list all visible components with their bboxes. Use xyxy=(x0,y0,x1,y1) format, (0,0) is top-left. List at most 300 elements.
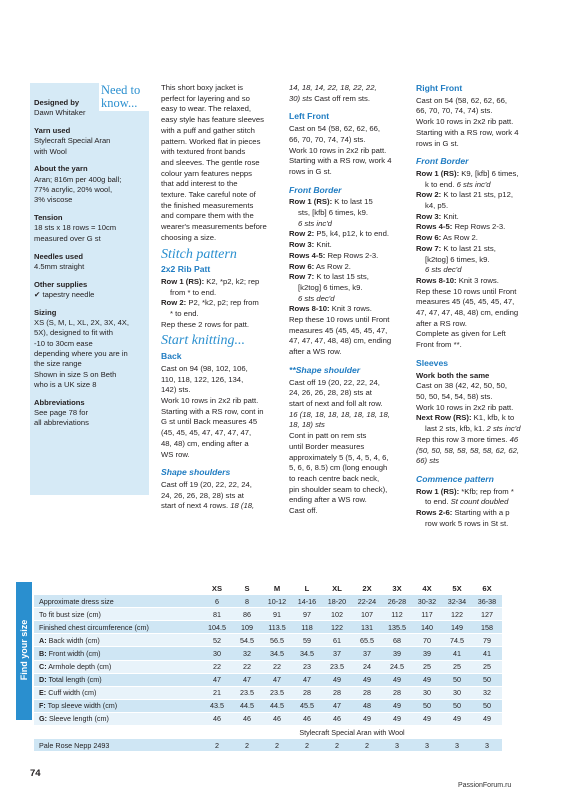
rib-row-1: Row 1 (RS): K2, *p2, k2; rep xyxy=(161,276,260,286)
table-cell: 135.5 xyxy=(382,621,412,634)
rib-row-2-cont: * to end. xyxy=(170,309,199,319)
table-cell: 81 xyxy=(202,608,232,621)
sidebar-text xyxy=(34,408,147,429)
stitch-pattern-heading: Stitch pattern xyxy=(161,246,237,262)
table-cell: 49 xyxy=(442,712,472,725)
size-table xyxy=(34,582,502,752)
row-label: A: Back width (cm) xyxy=(34,634,202,647)
table-cell: 26-28 xyxy=(382,595,412,608)
text-line: Work 10 rows in 2x2 rib patt. xyxy=(289,145,387,155)
size-header: XS xyxy=(202,582,232,595)
sidebar-text xyxy=(34,290,147,300)
sidebar-line: all abbreviations xyxy=(34,418,89,428)
right-front-instructions xyxy=(416,96,542,150)
table-cell: 23.5 xyxy=(322,660,352,673)
table-row xyxy=(34,699,502,712)
start-knitting-heading: Start knitting... xyxy=(161,333,245,349)
sleeves-instructions xyxy=(416,381,542,413)
table-cell: 46 xyxy=(232,712,262,725)
yarn-caption: Stylecraft Special Aran with Wool xyxy=(202,726,502,739)
table-cell: 68 xyxy=(382,634,412,647)
text-line: G st until Back measures 45 xyxy=(161,417,258,427)
commence-rows-2-6: Rows 2-6: Starting with a p xyxy=(416,508,510,518)
sidebar-heading: Designed by xyxy=(34,98,80,107)
left-front-instructions xyxy=(289,124,411,178)
border-row-1: Row 1 (RS): K9, [kfb] 6 times, xyxy=(416,168,519,178)
sidebar-content xyxy=(34,98,147,436)
text-line: measures 45 (45, 45, 45, 47, xyxy=(289,325,388,335)
sidebar-text xyxy=(34,175,147,206)
sidebar-line: Shown in size S on Beth xyxy=(34,369,117,379)
text-line: to reach centre back neck, xyxy=(289,473,380,483)
table-cell: 149 xyxy=(442,621,472,634)
table-cell: 104.5 xyxy=(202,621,232,634)
table-cell: 28 xyxy=(322,686,352,699)
table-cell: 43.5 xyxy=(202,699,232,712)
text-line: and sleeves. The gentle rose xyxy=(161,157,260,167)
border-row-1-cont: k to end. 6 sts inc'd xyxy=(425,179,491,189)
table-cell: 49 xyxy=(382,699,412,712)
text-line: 18, 18) sts xyxy=(289,420,325,430)
size-header: 2X xyxy=(352,582,382,595)
table-cell: 140 xyxy=(412,621,442,634)
table-cell: 49 xyxy=(382,673,412,686)
intro-paragraph xyxy=(161,83,283,244)
table-cell: 70 xyxy=(412,634,442,647)
row-label: B: Front width (cm) xyxy=(34,647,202,660)
text-line: 47, 47, 47, 48, 48) cm, ending xyxy=(289,336,392,346)
border-row-7: Row 7: K to last 21 sts, xyxy=(416,243,496,253)
left-front-heading: Left Front xyxy=(289,111,330,122)
table-cell: 2 xyxy=(322,739,352,752)
border-row-7-count: 6 sts dec'd xyxy=(425,265,462,275)
border-row-1-count: 6 sts inc'd xyxy=(298,218,332,228)
continued-text: 14, 18, 14, 22, 18, 22, 22, xyxy=(289,83,377,92)
table-cell: 23.5 xyxy=(232,686,262,699)
sidebar-line: -10 to 30cm ease xyxy=(34,338,93,348)
table-cell: 3 xyxy=(442,739,472,752)
table-cell: 49 xyxy=(322,673,352,686)
text-line: Cast on 38 (42, 42, 50, 50, xyxy=(416,381,508,391)
table-cell: 46 xyxy=(322,712,352,725)
table-cell: 37 xyxy=(352,647,382,660)
border-row-2-cont: k4, p5. xyxy=(425,201,449,211)
yarn-row xyxy=(34,739,502,752)
text-line: WS row. xyxy=(161,449,190,459)
table-cell: 2 xyxy=(232,739,262,752)
table-cell: 56.5 xyxy=(262,634,292,647)
table-cell: 86 xyxy=(232,608,262,621)
table-cell: 49 xyxy=(412,712,442,725)
text-line: 24, 26, 26, 28, 28) sts at xyxy=(161,490,244,500)
table-cell: 109 xyxy=(232,621,262,634)
sleeves-subheading: Work both the same xyxy=(416,370,490,380)
size-header: M xyxy=(262,582,292,595)
badge-line: know... xyxy=(101,96,138,110)
table-row xyxy=(34,608,502,621)
border-repeat xyxy=(289,315,411,358)
row-label: E: Cuff width (cm) xyxy=(34,686,202,699)
table-row xyxy=(34,621,502,634)
text-line: texture. Take careful note of xyxy=(161,190,256,200)
sidebar-line: the size range xyxy=(34,359,82,369)
border-rows-4-5: Rows 4-5: Rep Rows 2-3. xyxy=(289,250,379,260)
table-cell: 47 xyxy=(262,673,292,686)
text-line: pattern. Worked flat in pieces xyxy=(161,136,261,146)
table-cell: 44.5 xyxy=(262,699,292,712)
table-cell: 61 xyxy=(322,634,352,647)
border-row-7-count: 6 sts dec'd xyxy=(298,293,335,303)
front-border-heading: Front Border xyxy=(416,156,469,167)
text-line: 50, 50, 54, 54, 58) sts. xyxy=(416,391,493,401)
table-cell: 47 xyxy=(232,673,262,686)
text-line: 142) sts. xyxy=(161,385,191,395)
table-cell: 34.5 xyxy=(262,647,292,660)
shape-shoulders-instructions xyxy=(161,480,283,512)
text-line: with textured front bands xyxy=(161,147,246,157)
sidebar-line: 3% viscose xyxy=(34,195,73,205)
table-cell: 28 xyxy=(352,686,382,699)
text-line: Cont in patt on rem sts xyxy=(289,431,367,441)
sidebar-line: with Wool xyxy=(34,146,67,156)
text-line: Rep these 10 rows until Front xyxy=(289,315,390,325)
table-cell: 127 xyxy=(472,608,502,621)
text-line: pin shoulder seam to check), xyxy=(289,484,388,494)
table-cell: 122 xyxy=(322,621,352,634)
rib-row-2: Row 2: P2, *k2, p2; rep from xyxy=(161,298,259,308)
table-cell: 24.5 xyxy=(382,660,412,673)
size-header: XL xyxy=(322,582,352,595)
table-cell: 18-20 xyxy=(322,595,352,608)
row-label: To fit bust size (cm) xyxy=(34,608,202,621)
text-line: after a WS row. xyxy=(289,347,342,357)
table-cell: 6 xyxy=(202,595,232,608)
text-line: Starting with a RS row, work 4 xyxy=(289,156,392,166)
table-cell: 32-34 xyxy=(442,595,472,608)
watermark: PassionForum.ru xyxy=(458,782,512,789)
text-line: after a RS row. xyxy=(416,318,467,328)
row-label: Pale Rose Nepp 2493 xyxy=(34,739,202,752)
table-cell: 46 xyxy=(262,712,292,725)
size-header: 4X xyxy=(412,582,442,595)
table-cell: 22 xyxy=(202,660,232,673)
border-row-3: Row 3: Knit. xyxy=(289,240,332,250)
table-cell: 52 xyxy=(202,634,232,647)
sidebar-heading: Other supplies xyxy=(34,279,88,289)
table-cell: 10-12 xyxy=(262,595,292,608)
row-label: G: Sleeve length (cm) xyxy=(34,712,202,725)
table-row xyxy=(34,595,502,608)
border-row-3: Row 3: Knit. xyxy=(416,211,459,221)
text-line: start of next and foll alt row. xyxy=(289,398,383,408)
size-header: 3X xyxy=(382,582,412,595)
row-label: D: Total length (cm) xyxy=(34,673,202,686)
table-cell: 50 xyxy=(442,699,472,712)
sidebar-line: measured over G st xyxy=(34,233,101,243)
table-cell: 49 xyxy=(352,712,382,725)
text-line: Cast on 94 (98, 102, 106, xyxy=(161,363,248,373)
next-row-cont: last 2 sts, kfb, k1. 2 sts inc'd xyxy=(425,424,521,434)
sidebar-heading: Yarn used xyxy=(34,126,71,136)
next-row: Next Row (RS): K1, kfb, k to xyxy=(416,413,515,423)
commence-rows-2-6-cont: row work 5 rows in St st. xyxy=(425,518,509,528)
table-cell: 47 xyxy=(202,673,232,686)
table-cell: 46 xyxy=(292,712,322,725)
shape-shoulder-instructions xyxy=(289,378,411,517)
sidebar-text xyxy=(34,136,147,157)
text-line: Front from **. xyxy=(416,340,462,350)
table-cell: 46 xyxy=(202,712,232,725)
right-front-heading: Right Front xyxy=(416,83,463,93)
text-line: measures 45 (45, 45, 45, 47, xyxy=(416,297,515,307)
border-row-2: Row 2: P5, k4, p12, k to end. xyxy=(289,229,389,239)
text-line: Work 10 rows in 2x2 rib patt. xyxy=(416,402,514,412)
table-cell: 91 xyxy=(262,608,292,621)
table-cell: 50 xyxy=(472,699,502,712)
table-cell: 8 xyxy=(232,595,262,608)
sidebar-text xyxy=(34,223,147,244)
text-line: perfect for layering and so xyxy=(161,93,250,103)
text-line: ending after a WS row. xyxy=(289,495,367,505)
table-cell: 45.5 xyxy=(292,699,322,712)
table-cell: 24 xyxy=(352,660,382,673)
table-cell: 36-38 xyxy=(472,595,502,608)
border-row-6: Row 6: As Row 2. xyxy=(289,261,351,271)
table-cell: 41 xyxy=(442,647,472,660)
table-cell: 47 xyxy=(322,699,352,712)
rep-more-counts: (50, 50, 58, 58, 58, 58, 62, 62, xyxy=(416,445,520,455)
text-line: 24, 26, 26, 28, 28) sts at xyxy=(289,388,372,398)
back-instructions xyxy=(161,364,283,460)
table-row xyxy=(34,660,502,673)
table-cell: 59 xyxy=(292,634,322,647)
table-cell: 25 xyxy=(442,660,472,673)
table-cell: 30 xyxy=(412,686,442,699)
border-repeat xyxy=(416,287,542,351)
table-cell: 25 xyxy=(412,660,442,673)
table-cell: 3 xyxy=(382,739,412,752)
table-cell: 37 xyxy=(322,647,352,660)
text-line: choosing a size. xyxy=(161,232,217,242)
column-2 xyxy=(289,83,411,517)
commence-row-1: Row 1 (RS): *Kfb; rep from * xyxy=(416,486,514,496)
border-row-6: Row 6: As Row 2. xyxy=(416,233,478,243)
text-line: Cast off 19 (20, 22, 22, 24, xyxy=(289,377,380,387)
table-cell: 2 xyxy=(292,739,322,752)
table-cell: 49 xyxy=(382,712,412,725)
commence-pattern-heading: Commence pattern xyxy=(416,473,494,484)
table-cell: 30 xyxy=(442,686,472,699)
text-line: Cast off. xyxy=(289,506,318,516)
text-line: Cast on 54 (58, 62, 62, 66, xyxy=(416,95,508,105)
sidebar-line: Aran; 816m per 400g ball; xyxy=(34,174,122,184)
table-cell: 41 xyxy=(472,647,502,660)
page-number: 74 xyxy=(30,768,41,779)
back-heading: Back xyxy=(161,351,182,362)
table-cell: 49 xyxy=(352,673,382,686)
text-line: 47, 47, 47, 48, 48) cm, ending xyxy=(416,308,519,318)
table-cell: 122 xyxy=(442,608,472,621)
table-row xyxy=(34,686,502,699)
border-rows-8-10: Rows 8-10: Knit 3 rows. xyxy=(289,304,372,314)
table-cell: 50 xyxy=(412,699,442,712)
text-line: rows in G st. xyxy=(416,138,459,148)
commence-row-1-cont: to end. St count doubled xyxy=(425,497,509,507)
row-label: Approximate dress size xyxy=(34,595,202,608)
table-cell: 22-24 xyxy=(352,595,382,608)
table-cell: 34.5 xyxy=(292,647,322,660)
yarn-caption-row xyxy=(34,726,502,739)
table-cell: 48 xyxy=(352,699,382,712)
text-line: 66, 70, 70, 74, 74) sts. xyxy=(416,106,493,116)
table-cell: 112 xyxy=(382,608,412,621)
text-line: rows in G st. xyxy=(289,166,332,176)
sidebar-line: ✔ tapestry needle xyxy=(34,289,95,299)
table-cell: 107 xyxy=(352,608,382,621)
sidebar-text xyxy=(34,262,147,272)
size-header: 5X xyxy=(442,582,472,595)
table-cell: 14-16 xyxy=(292,595,322,608)
table-cell: 2 xyxy=(202,739,232,752)
shape-shoulder-heading: **Shape shoulder xyxy=(289,364,361,375)
table-cell: 22 xyxy=(232,660,262,673)
table-cell: 49 xyxy=(472,712,502,725)
text-line: 48, 48) cm, ending after a xyxy=(161,438,249,448)
text-line: colour yarn features nepps xyxy=(161,168,253,178)
table-cell: 50 xyxy=(442,673,472,686)
column-1 xyxy=(161,83,283,512)
text-line: with a puff and gather stitch xyxy=(161,125,255,135)
sidebar-line: See page 78 for xyxy=(34,407,89,417)
rib-row-1-cont: from * to end. xyxy=(170,287,217,297)
badge-line: Need to xyxy=(101,83,141,97)
table-row xyxy=(34,712,502,725)
sidebar-line: 77% acrylic, 20% wool, xyxy=(34,185,113,195)
shape-shoulders-heading: Shape shoulders xyxy=(161,467,231,478)
text-line: Starting with a RS row, work 4 xyxy=(416,127,519,137)
table-row xyxy=(34,634,502,647)
border-row-1-cont: sts, [kfb] 6 times, k9. xyxy=(298,208,369,218)
table-cell: 131 xyxy=(352,621,382,634)
table-cell: 25 xyxy=(472,660,502,673)
table-row xyxy=(34,673,502,686)
size-header: S xyxy=(232,582,262,595)
text-line: (45, 45, 45, 47, 47, 47, 47, xyxy=(161,428,252,438)
table-cell: 49 xyxy=(412,673,442,686)
text-line: This short boxy jacket is xyxy=(161,83,244,92)
sidebar-heading: Needles used xyxy=(34,251,83,261)
text-line: start of next 4 rows. 18 (18, xyxy=(161,501,255,511)
table-cell: 39 xyxy=(412,647,442,660)
rep-more-counts: 66) sts xyxy=(416,456,440,466)
text-line: 110, 118, 122, 126, 134, xyxy=(161,374,244,384)
text-line: Work 10 rows in 2x2 rib patt. xyxy=(416,117,514,127)
table-cell: 47 xyxy=(292,673,322,686)
table-cell: 54.5 xyxy=(232,634,262,647)
text-line: Starting with a RS row, cont in xyxy=(161,406,264,416)
table-row xyxy=(34,647,502,660)
row-label: Finished chest circumference (cm) xyxy=(34,621,202,634)
row-label: C: Armhole depth (cm) xyxy=(34,660,202,673)
table-cell: 74.5 xyxy=(442,634,472,647)
table-cell: 28 xyxy=(292,686,322,699)
text-line: Complete as given for Left xyxy=(416,329,506,339)
table-header-row xyxy=(34,582,502,595)
sidebar-line: Stylecraft Special Aran xyxy=(34,136,111,146)
table-cell: 44.5 xyxy=(232,699,262,712)
sidebar-text xyxy=(34,108,147,118)
text-line: 16 (18, 18, 18, 18, 18, 18, 18, xyxy=(289,409,390,419)
text-line: wearer's measurements before xyxy=(161,222,267,232)
size-header: 6X xyxy=(472,582,502,595)
sidebar-heading: Sizing xyxy=(34,307,57,317)
text-line: easy to wear. The relaxed, xyxy=(161,104,252,114)
table-cell: 113.5 xyxy=(262,621,292,634)
table-cell: 2 xyxy=(352,739,382,752)
text-line: and compare them with the xyxy=(161,211,254,221)
text-line: Cast on 54 (58, 62, 62, 66, xyxy=(289,124,381,134)
table-cell xyxy=(34,726,202,739)
table-cell: 28 xyxy=(382,686,412,699)
table-cell: 79 xyxy=(472,634,502,647)
table-cell: 32 xyxy=(232,647,262,660)
rib-heading: 2x2 Rib Patt xyxy=(161,264,211,275)
text-line: that add interest to the xyxy=(161,179,238,189)
table-cell: 97 xyxy=(292,608,322,621)
front-border-heading: Front Border xyxy=(289,184,342,195)
table-cell: 23 xyxy=(292,660,322,673)
rep-more: Rep this row 3 more times. 46 xyxy=(416,434,519,444)
text-line: the finished measurements xyxy=(161,200,254,210)
table-cell: 158 xyxy=(472,621,502,634)
column-3 xyxy=(416,83,542,529)
table-cell: 30-32 xyxy=(412,595,442,608)
text-line: 66, 70, 70, 74, 74) sts. xyxy=(289,134,366,144)
table-cell: 30 xyxy=(202,647,232,660)
sidebar-line: who is a UK size 8 xyxy=(34,379,97,389)
border-row-7-cont: [k2tog] 6 times, k9. xyxy=(425,254,490,264)
sidebar-line: Dawn Whitaker xyxy=(34,108,86,118)
sidebar-line: XS (S, M, L, XL, 2X, 3X, 4X, xyxy=(34,318,129,328)
table-cell: 3 xyxy=(472,739,502,752)
sleeves-heading: Sleeves xyxy=(416,357,449,368)
sidebar-line: 5X), designed to fit with xyxy=(34,328,113,338)
table-cell: 50 xyxy=(472,673,502,686)
text-line: approximately 5 (5, 4, 5, 4, 6, xyxy=(289,452,389,462)
text-line: Rep these 10 rows until Front xyxy=(416,286,517,296)
border-rows-4-5: Rows 4-5: Rep Rows 2-3. xyxy=(416,222,506,232)
table-cell: 22 xyxy=(262,660,292,673)
text-line: Work 10 rows in 2x2 rib patt. xyxy=(161,395,259,405)
table-cell: 117 xyxy=(412,608,442,621)
sidebar-text xyxy=(34,318,147,390)
sidebar-heading: About the yarn xyxy=(34,164,88,174)
sidebar-line: depending where you are in xyxy=(34,348,128,358)
row-label: F: Top sleeve width (cm) xyxy=(34,699,202,712)
sidebar-line: 4.5mm straight xyxy=(34,261,85,271)
border-row-2: Row 2: K to last 21 sts, p12, xyxy=(416,190,513,200)
size-header: L xyxy=(292,582,322,595)
rib-repeat: Rep these 2 rows for patt. xyxy=(161,319,250,329)
text-line: easy style has feature sleeves xyxy=(161,115,264,125)
text-line: 5, 6, 6, 8.5) cm (long enough xyxy=(289,463,388,473)
table-cell: 23.5 xyxy=(262,686,292,699)
sidebar-line: 18 sts x 18 rows = 10cm xyxy=(34,223,117,233)
border-row-1: Row 1 (RS): K to last 15 xyxy=(289,197,373,207)
continued-text: 30) sts Cast off rem sts. xyxy=(289,93,371,103)
text-line: until Border measures xyxy=(289,441,365,451)
table-cell: 32 xyxy=(472,686,502,699)
